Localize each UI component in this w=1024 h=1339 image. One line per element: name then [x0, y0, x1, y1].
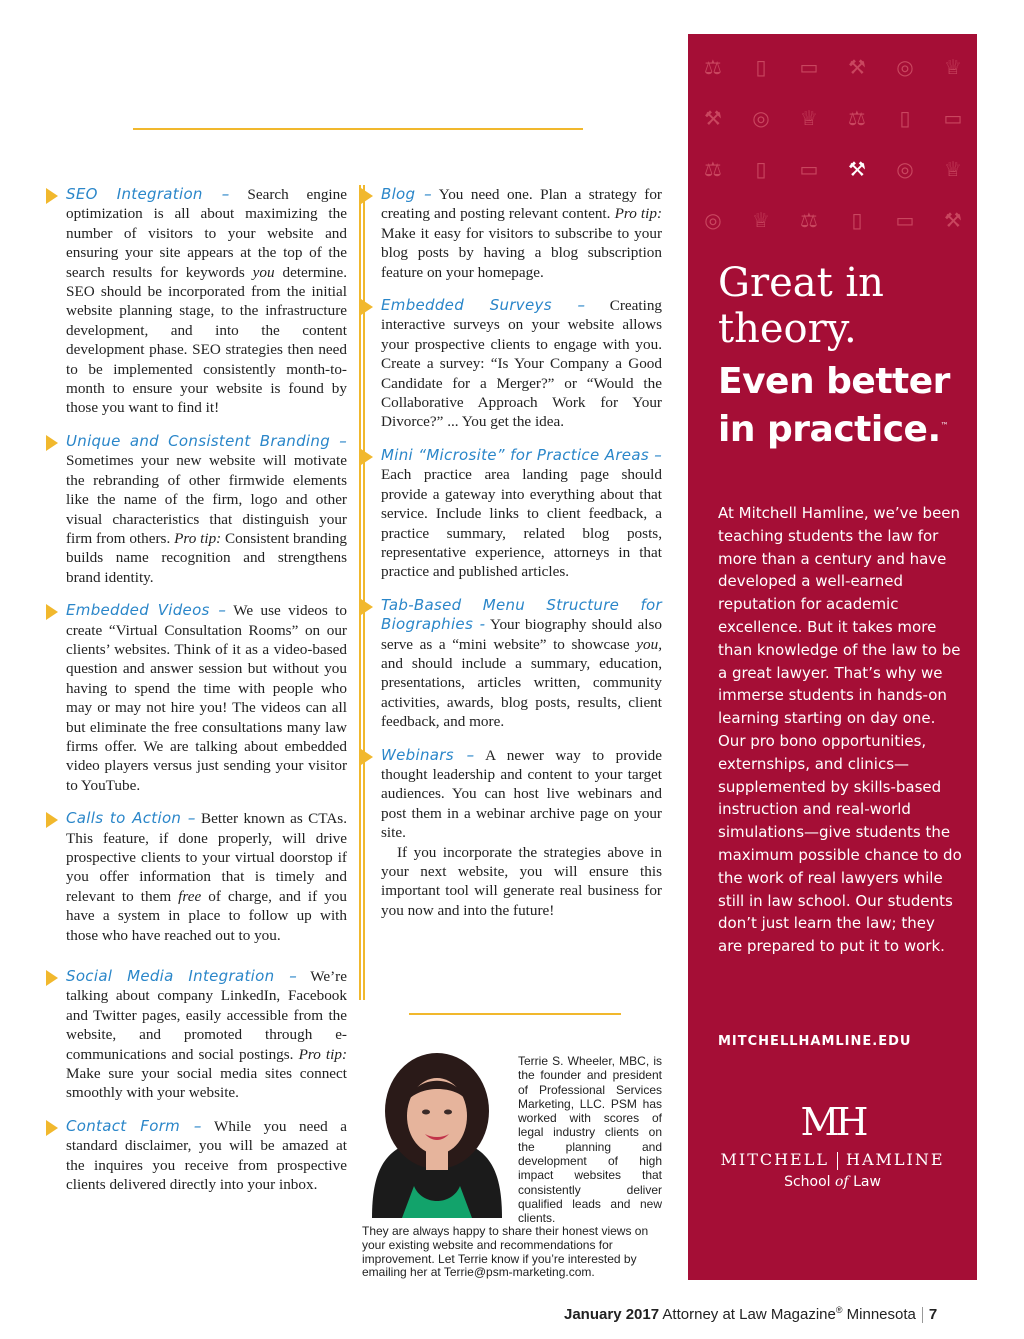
globe-icon: ◎	[752, 106, 770, 130]
list-item: Calls to Action – Better known as CTAs. This feature, if done properly, will drive prospective clients to your virtual doorstop if you offer information that is timely and relevant to them free of charge, and if you have a system in place to follow up with those who have reached out to you.	[66, 809, 347, 945]
mitchell-hamline-ad	[688, 34, 977, 1280]
ad-headline: Great in theory.	[718, 260, 884, 352]
scales-icon: ⚖	[848, 106, 866, 130]
bullet-triangle-icon	[46, 604, 58, 620]
list-item: Mini “Microsite” for Practice Areas – Each practice area landing page should provide a gateway into everything about that service. Include links to client feedback, a practice summary, related blog posts, representative experience, attorneys in that practice and published articles.	[381, 446, 662, 582]
trophy-icon: ♕	[800, 106, 818, 130]
list-item: Embedded Surveys – Creating interactive surveys on your website allows your prospective clients to engage with you. Create a survey: “Is Your Company a Good Candidate for a Merger?” or “Would the Collaborative Approach Work for Your Divorce?” ... You get the idea.	[381, 296, 662, 432]
list-item: Embedded Videos – We use videos to create “Virtual Consultation Rooms” on our clients’ websites. Think of it as a video-based question and answer session but without you having to spend the time with people who may or may not hire you! The videos can all but eliminate the free consultations many law firms offer. We are talking about embedded video players versus just sending your visitor to YouTube.	[66, 601, 347, 795]
trophy-icon: ♕	[944, 157, 962, 181]
scales-icon: ⚖	[704, 55, 722, 79]
logo-divider	[837, 1152, 838, 1170]
list-item: Contact Form – While you need a standard disclaimer, you will be amazed at the inquires you receive from prospective clients delivered directly into your inbox.	[66, 1117, 347, 1195]
bullet-triangle-icon	[46, 435, 58, 451]
closing-paragraph: If you incorporate the strategies above in your next website, you will ensure this important tool will generate real business for you now and into the future!	[381, 843, 662, 919]
top-divider	[133, 128, 583, 130]
edition: Minnesota	[846, 1306, 916, 1323]
scales-icon: ⚖	[800, 208, 818, 232]
author-photo	[362, 1046, 512, 1218]
author-bio-continued: They are always happy to share their honest views on your existing website and recommendations for improvement. Let Terrie know if you’re interested by emailing her at Terrie@psm-marketing.com.	[362, 1224, 649, 1280]
list-item: SEO Integration – Search engine optimization is all about maximizing the number of visitors to your website and ensuring your site appears at the top of the search results for keywords you determine. SEO should be incorporated from the initial website planning stage, to the infrastructure development, and into the content development phase. SEO strategies then need to be implemented consistently month-to-month to ensure your website is found by those you want to find it!	[66, 185, 347, 418]
laptop-icon: ▭	[799, 55, 819, 79]
list-item: Unique and Consistent Branding – Sometimes your new website will motivate the rebranding of other firmwide elements like the name of the firm, logo and other visual characteristics that distinguish your firm from others. Pro tip: Consistent branding builds name recognition and strengthens brand identity.	[66, 432, 347, 587]
ad-url[interactable]: MITCHELLHAMLINE.EDU	[718, 1034, 912, 1049]
ad-body: At Mitchell Hamline, we’ve been teaching students the law for more than a century and have developed a well-earned reputation for academic excellence. But it takes more than knowledge of the law to be a great lawyer. That’s why we immerse students in hands-on learning starting on day one. Our pro bono opportunities, externships, and clinics—supplemented by skills-based instruction and real-world simulations—give students the maximum possible chance to do the work of real lawyers while still in law school. Our students don’t just learn the law; they are prepared to put it to work.	[718, 504, 962, 956]
list-item: Tab-Based Menu Structure for Biographies - Your biography should also serve as a “mini website” to showcase you, and should include a summary, education, presentations, articles written, community activities, awards, blog posts, results, client feedback, and more.	[381, 596, 662, 732]
globe-icon: ◎	[896, 157, 914, 181]
author-divider	[409, 1013, 621, 1015]
bullet-triangle-icon	[46, 812, 58, 828]
gavel-icon: ⚒	[944, 208, 962, 232]
book-icon: ▯	[755, 157, 767, 181]
book-icon: ▯	[755, 55, 767, 79]
issue-date: January 2017	[564, 1306, 660, 1323]
scales-icon: ⚖	[704, 157, 722, 181]
gavel-icon: ⚒	[848, 157, 866, 181]
book-icon: ▯	[851, 208, 863, 232]
bullet-triangle-icon	[46, 970, 58, 986]
trophy-icon: ♕	[944, 55, 962, 79]
page-number: 7	[928, 1306, 938, 1323]
right-column	[381, 185, 662, 934]
gavel-icon: ⚒	[704, 106, 722, 130]
mitchell-hamline-logo	[688, 1102, 977, 1190]
trophy-icon: ♕	[752, 208, 770, 232]
bullet-triangle-icon	[46, 1120, 58, 1136]
bullet-triangle-icon	[46, 188, 58, 204]
author-bio: Terrie S. Wheeler, MBC, is the founder and president of Professional Services Marketing, LLC. PSM has worked with scores of legal industry clients on the planning and development of high impact websites that consistently deliver qualified leads and new clients.	[518, 1054, 662, 1226]
page-footer: January 2017 Attorney at Law Magazine® Minnesota 7	[564, 1305, 938, 1323]
ad-subheadline: Even better in practice.™	[718, 361, 950, 450]
logo-name: MITCHELL HAMLINE	[720, 1150, 945, 1169]
book-icon: ▯	[899, 106, 911, 130]
laptop-icon: ▭	[799, 157, 819, 181]
footer-divider	[922, 1307, 923, 1323]
globe-icon: ◎	[704, 208, 722, 232]
laptop-icon: ▭	[943, 106, 963, 130]
right-column-rule	[363, 185, 365, 1000]
left-column	[66, 185, 347, 1209]
list-item: Blog – You need one. Plan a strategy for creating and posting relevant content. Pro tip: Make it easy for visitors to subscribe to your blog posts by having a blog subscription feature on your homepage.	[381, 185, 662, 282]
logo-school: School of Law	[784, 1173, 881, 1190]
globe-icon: ◎	[896, 55, 914, 79]
magazine-name: Attorney at Law Magazine	[662, 1306, 836, 1323]
logo-mark: MH	[800, 1100, 865, 1144]
laptop-icon: ▭	[895, 208, 915, 232]
gavel-icon: ⚒	[848, 55, 866, 79]
list-item: Webinars – A newer way to provide thought leadership and content to your target audiences. You can host live webinars and post them in a webinar archive page on your site.	[381, 746, 662, 843]
list-item: Social Media Integration – We’re talking about company LinkedIn, Facebook and Twitter pages, easily accessible from the website, and promoted through e-communications and social postings. Pro tip: Make sure your social media sites connect smoothly with your website.	[66, 967, 347, 1103]
